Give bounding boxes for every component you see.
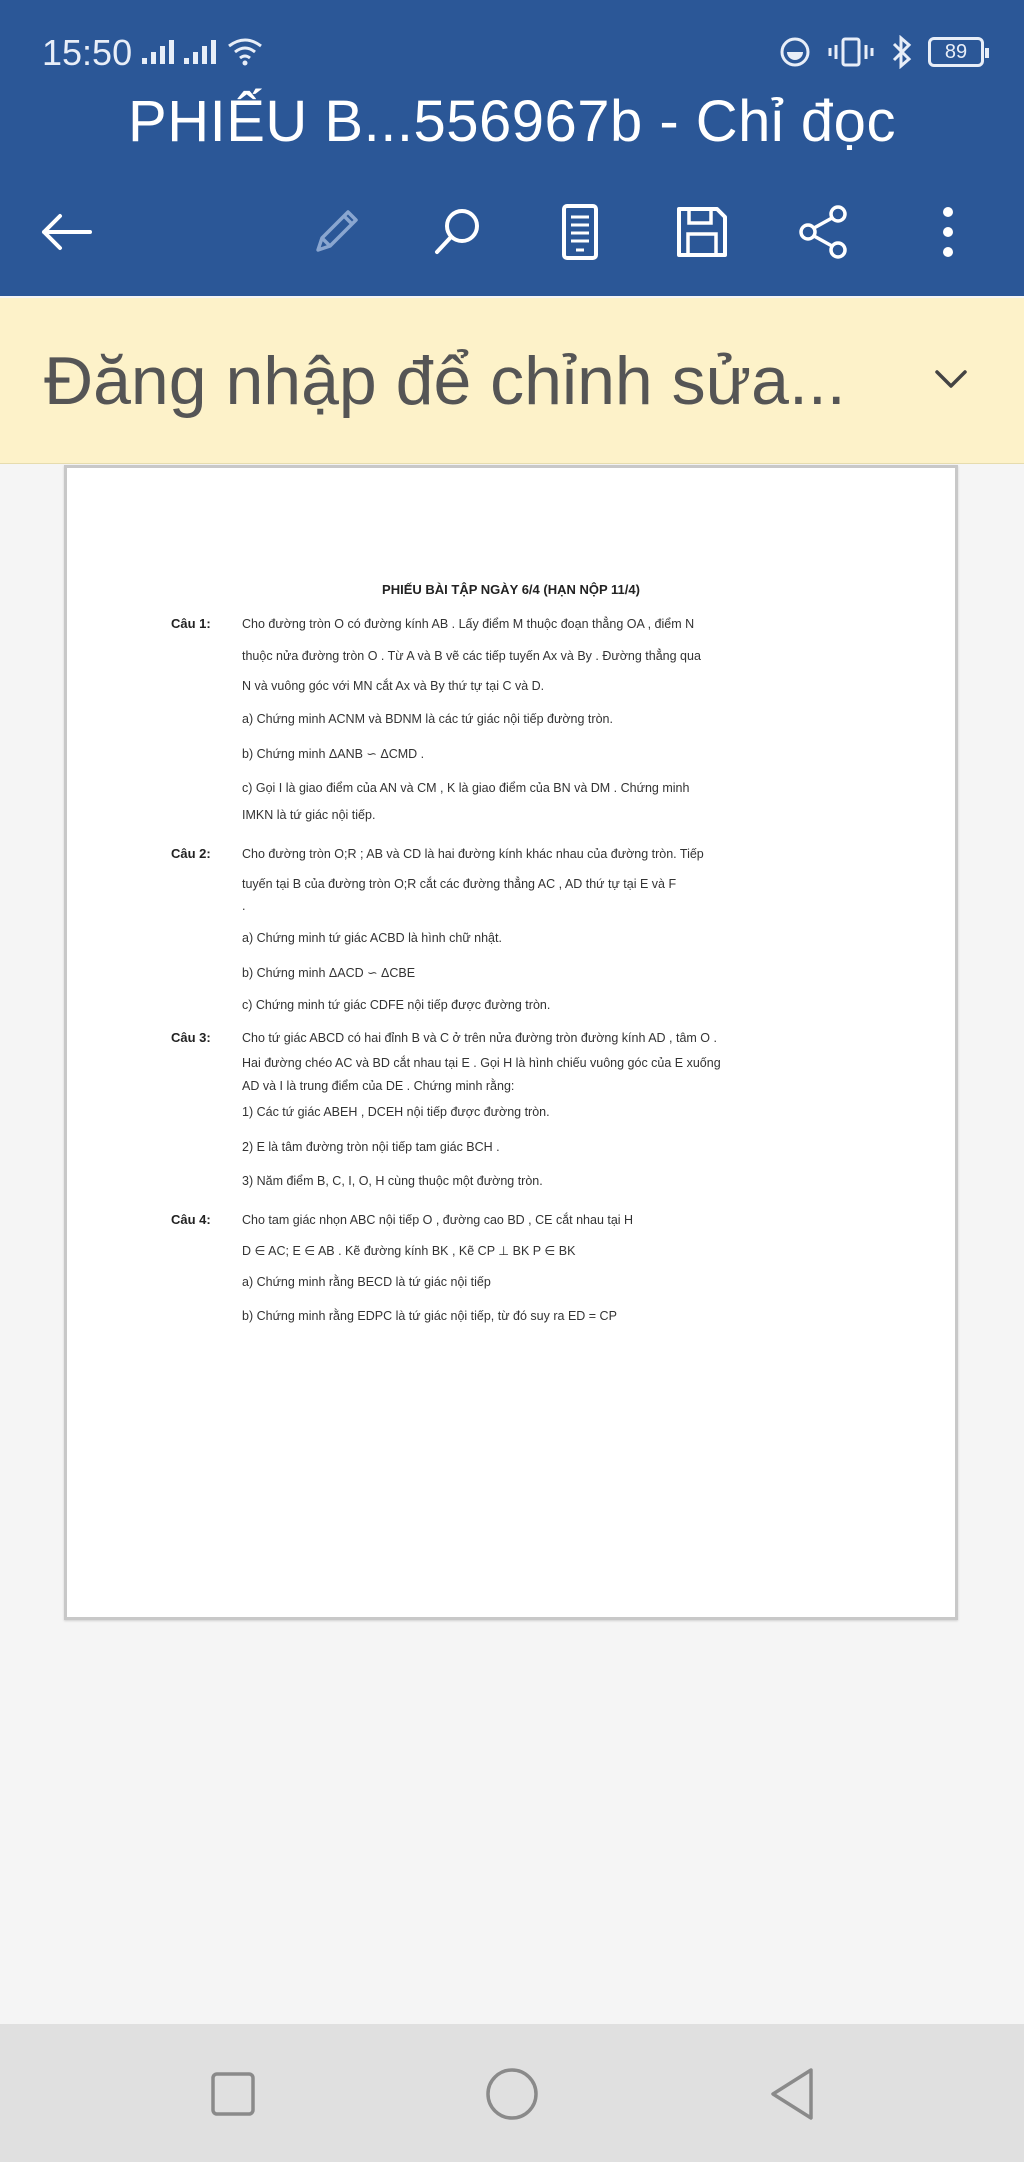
more-options-button[interactable] [906, 190, 990, 274]
recent-apps-icon [210, 2071, 256, 2117]
system-nav-bar [0, 2024, 1024, 2162]
question-3-line: Cho tứ giác ABCD có hai đỉnh B và C ở trên nửa đường tròn đường kính AD , tâm O . [242, 1031, 717, 1045]
signal-2-icon [184, 38, 216, 64]
search-button[interactable] [416, 190, 500, 274]
app-bar [0, 0, 1024, 296]
back-icon [767, 2066, 817, 2122]
nav-back-button[interactable] [752, 2054, 832, 2134]
question-2-line: tuyến tại B của đường tròn O;R cắt các đường thẳng AC , AD thứ tự tại E và F [242, 877, 677, 891]
share-button[interactable] [782, 190, 866, 274]
question-2-line: . [242, 899, 246, 913]
question-4-line: Cho tam giác nhọn ABC nội tiếp O , đường cao BD , CE cắt nhau tại H [242, 1213, 634, 1227]
back-arrow-icon [38, 212, 94, 252]
chevron-down-icon [933, 368, 969, 390]
reading-view-icon [558, 203, 602, 261]
save-icon [674, 204, 730, 260]
question-2-line: Cho đường tròn O;R ; AB và CD là hai đường kính khác nhau của đường tròn. Tiếp [242, 847, 704, 861]
battery-level: 89 [944, 40, 968, 63]
signal-1-icon [142, 38, 174, 64]
question-4-line: a) Chứng minh rằng BECD là tứ giác nội tiếp [242, 1275, 491, 1289]
document-heading: PHIẾU BÀI TẬP NGÀY 6/4 (HẠN NỘP 11/4) [382, 582, 640, 597]
question-1-line: c) Gọi I là giao điểm của AN và CM , K là giao điểm của BN và DM . Chứng minh [242, 781, 690, 795]
question-4-line: b) Chứng minh rằng EDPC là tứ giác nội tiếp, từ đó suy ra ED = CP [242, 1309, 617, 1323]
sign-in-banner[interactable] [0, 298, 1024, 464]
question-4-label: Câu 4: [171, 1212, 211, 1227]
document-page[interactable] [64, 465, 958, 1620]
question-2-label: Câu 2: [171, 846, 211, 861]
question-2-line: b) Chứng minh ΔACD ∽ ΔCBE [242, 966, 416, 980]
question-3-label: Câu 3: [171, 1030, 211, 1045]
question-1-line: b) Chứng minh ΔANB ∽ ΔCMD . [242, 747, 425, 761]
back-button[interactable] [24, 190, 108, 274]
status-bar [0, 0, 1024, 100]
status-icons [778, 32, 984, 72]
question-1-line: N và vuông góc với MN cắt Ax và By thứ tự tại C và D. [242, 679, 545, 693]
sign-in-banner-text[interactable]: Đăng nhập để chỉnh sửa... [44, 343, 846, 419]
home-icon [484, 2066, 540, 2122]
toolbar [0, 190, 1024, 274]
question-2-line: c) Chứng minh tứ giác CDFE nội tiếp được đường tròn. [242, 998, 551, 1012]
banner-expand-button[interactable] [926, 354, 976, 404]
pencil-icon [308, 204, 364, 260]
question-1-line: IMKN là tứ giác nội tiếp. [242, 808, 376, 822]
home-button[interactable] [472, 2054, 552, 2134]
battery-icon [928, 37, 984, 67]
question-1-label: Câu 1: [171, 616, 211, 631]
vibrate-icon [826, 35, 876, 69]
question-2-line: a) Chứng minh tứ giác ACBD là hình chữ nhật. [242, 931, 502, 945]
question-3-line: 1) Các tứ giác ABEH , DCEH nội tiếp được đường tròn. [242, 1105, 550, 1119]
edit-button[interactable] [294, 190, 378, 274]
share-icon [796, 204, 852, 260]
document-content [67, 468, 955, 1617]
more-options-icon [938, 204, 958, 260]
recent-apps-button[interactable] [193, 2054, 273, 2134]
document-title: PHIẾU B...556967b - Chỉ đọc [128, 89, 896, 154]
bluetooth-icon [890, 35, 914, 69]
status-time: 15:50 [42, 32, 133, 73]
question-3-line: AD và I là trung điểm của DE . Chứng minh rằng: [242, 1079, 515, 1093]
question-3-line: 2) E là tâm đường tròn nội tiếp tam giác BCH . [242, 1140, 500, 1154]
question-1-line: a) Chứng minh ACNM và BDNM là các tứ giác nội tiếp đường tròn. [242, 712, 613, 726]
question-3-line: 3) Năm điểm B, C, I, O, H cùng thuộc một đường tròn. [242, 1174, 543, 1188]
question-4-line: D ∈ AC; E ∈ AB . Kẽ đường kính BK , Kẽ CP ⊥ BK P ∈ BK [242, 1244, 576, 1258]
save-button[interactable] [660, 190, 744, 274]
question-3-line: Hai đường chéo AC và BD cắt nhau tại E . Gọi H là hình chiếu vuông góc của E xuống [242, 1056, 721, 1070]
data-saver-icon [778, 35, 812, 69]
wifi-icon [226, 36, 264, 66]
search-icon [430, 204, 486, 260]
question-1-line: thuộc nửa đường tròn O . Từ A và B vẽ các tiếp tuyến Ax và By . Đường thẳng qua [242, 649, 701, 663]
reading-view-button[interactable] [538, 190, 622, 274]
question-1-line: Cho đường tròn O có đường kính AB . Lấy điểm M thuộc đoạn thẳng OA , điểm N [242, 617, 695, 631]
